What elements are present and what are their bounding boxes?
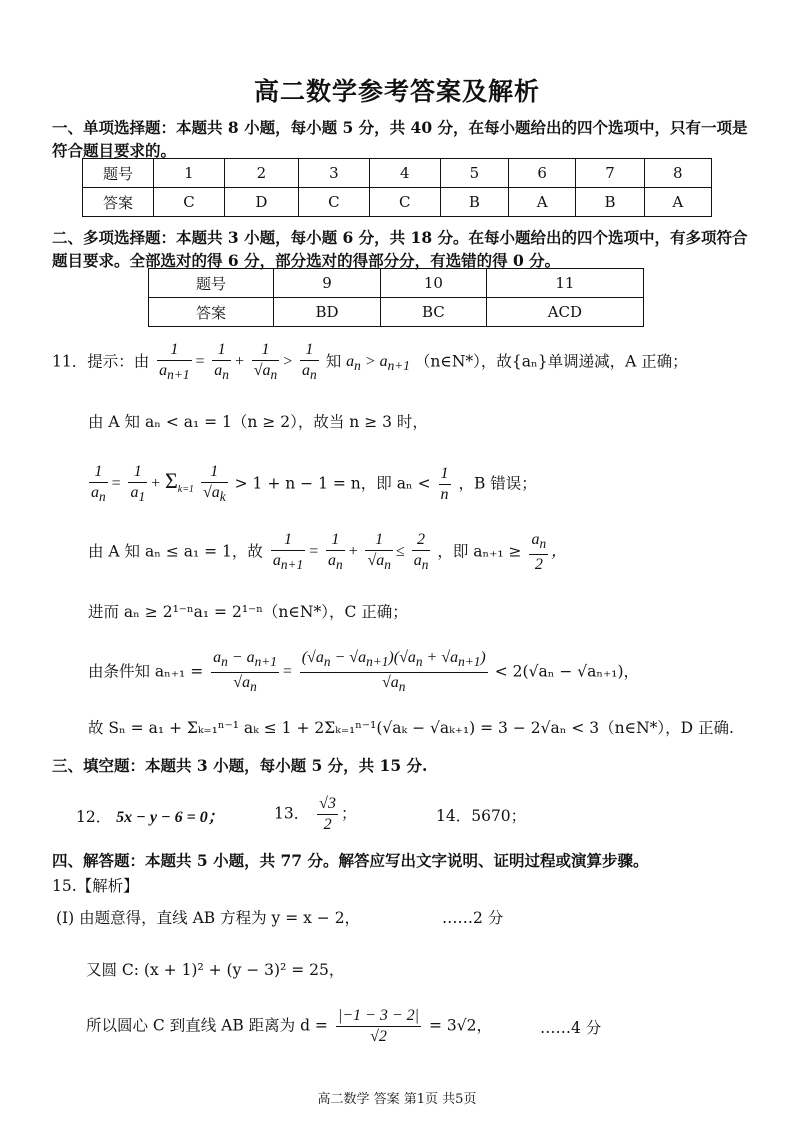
answer-cell: A [509, 188, 576, 217]
question-number: 10 [381, 269, 487, 298]
section2-header-line1: 二、多项选择题：本题共 3 小题，每小题 6 分，共 18 分。在每小题给出的四个选项中，有多项符合 [52, 228, 748, 247]
question-number: 4 [369, 159, 440, 188]
question-number: 3 [298, 159, 369, 188]
table-row [83, 188, 712, 217]
answer-12 [76, 804, 224, 827]
question-number: 7 [576, 159, 644, 188]
section4-header: 四、解答题：本题共 5 小题，共 77 分。解答应写出文字说明、证明过程或演算步骤。 [52, 851, 649, 870]
answer-cell: B [576, 188, 644, 217]
answer-cell: BC [381, 298, 487, 327]
question-number: 11 [486, 269, 643, 298]
q11-line3: $\frac{1}{a_n}$ = $\frac{1}{a_1}$ + $\Sigma_{k=1}$ $\frac{1}{√a_k}$ > 1 + n − 1 = n，即 aₙ < $\frac{1}{n}$ ，B 错误； [91, 463, 537, 505]
answer-13 [274, 794, 356, 835]
answer-13-label: 13． [274, 804, 310, 823]
score-marker: ……4 分 [540, 1019, 602, 1037]
q11-line6: 由条件知 aₙ₊₁ = $\frac{a_n - a_{n+1}}{√a_n}$ = $\frac{(√a_n - √a_{n+1})(√a_n + √a_{n+1})}{√a_n}$ < 2(√aₙ − √aₙ₊₁)， [88, 649, 640, 695]
answer-cell: D [224, 188, 298, 217]
page-footer: 高二数学 答案 第1页 共5页 [317, 1092, 477, 1107]
page-title: 高二数学参考答案及解析 [253, 77, 540, 106]
section3-header: 三、填空题：本题共 3 小题，每小题 5 分，共 15 分. [52, 756, 428, 775]
answer-cell: B [440, 188, 508, 217]
single-choice-table [82, 158, 712, 217]
q11-line7: 故 Sₙ = a₁ + Σₖ₌₁ⁿ⁻¹ aₖ ≤ 1 + 2Σₖ₌₁ⁿ⁻¹(√aₖ − √aₖ₊₁) = 3 − 2√aₙ < 3（n∈N*），D 正确. [88, 719, 734, 737]
answer-12-value: 5x − y − 6 = 0； [116, 809, 224, 826]
distance-numerator: |−1 − 3 − 2| [336, 1006, 421, 1027]
multi-choice-table [148, 268, 644, 327]
score-marker: ……2 分 [442, 909, 504, 927]
section1-header-line1: 一、单项选择题：本题共 8 小题，每小题 5 分，共 40 分，在每小题给出的四个选项中，只有一项是 [52, 118, 748, 137]
q11-line4: 由 A 知 aₙ ≤ a₁ = 1，故 $\frac{1}{a_{n+1}}$ = $\frac{1}{a_n}$ + $\frac{1}{√a_n}$ ≤ $\frac{2}{a_n}$ ，即 aₙ₊₁ ≥ $\frac{a_n}{2}$ ， [88, 531, 568, 574]
table-row [149, 298, 644, 327]
question-number: 5 [440, 159, 508, 188]
answer-cell: BD [274, 298, 381, 327]
question-number: 8 [644, 159, 711, 188]
table-row [149, 269, 644, 298]
distance-text: 所以圆心 C 到直线 AB 距离为 d = [86, 1016, 328, 1035]
answer-cell: ACD [486, 298, 643, 327]
row-label: 题号 [83, 159, 154, 188]
q11-prefix: 11．提示：由 [52, 352, 150, 371]
q11-line4-a: 由 A 知 aₙ ≤ a₁ = 1，故 [88, 542, 263, 561]
q11-line4-b: ，即 aₙ₊₁ ≥ [437, 542, 522, 561]
answer-cell: C [154, 188, 225, 217]
section2-header-line2: 题目要求。全部选对的得 6 分，部分选对的得部分分，有选错的得 0 分。 [52, 251, 561, 270]
q11-line1-tail: （n∈N*），故{aₙ}单调递减，A 正确； [414, 352, 688, 371]
answer-12-label: 12． [76, 808, 112, 826]
q11-line3-mid: > 1 + n − 1 = n，即 aₙ < [234, 474, 431, 493]
q11-line2: 由 A 知 aₙ < a₁ = 1（n ≥ 2），故当 n ≥ 3 时， [88, 413, 428, 431]
question-number: 1 [154, 159, 225, 188]
answer-13-tail: ； [340, 804, 357, 823]
q11-line1: 11．提示：由 $\frac{1}{a_{n+1}}$ = $\frac{1}{a_n}$ + $\frac{1}{√a_n}$ > $\frac{1}{a_n}$ 知 $a_n > a_{n+1}$ （n∈N*），故{aₙ}单调递减，A 正确； [52, 341, 688, 383]
q15-part1-line1: (I) 由题意得，直线 AB 方程为 y = x − 2， [56, 909, 361, 927]
q11-line6-a: 由条件知 aₙ₊₁ = [88, 662, 204, 681]
q11-line6-b: < 2(√aₙ − √aₙ₊₁)， [494, 662, 640, 681]
question-number: 9 [274, 269, 381, 298]
table-row [83, 159, 712, 188]
answer-14: 14．5670； [436, 807, 527, 825]
q15-part1-line2: 又圆 C: (x + 1)² + (y − 3)² = 25， [86, 961, 345, 979]
q11-line3-tail: ，B 错误； [458, 474, 537, 493]
distance-result: = 3√2， [428, 1016, 492, 1035]
answer-13-numerator: √3 [317, 794, 338, 815]
question-number: 2 [224, 159, 298, 188]
row-label: 答案 [149, 298, 274, 327]
answer-13-denominator: 2 [323, 816, 332, 833]
q15-part1-line3 [86, 1006, 492, 1047]
answer-cell: A [644, 188, 711, 217]
q15-title: 15.【解析】 [52, 877, 139, 895]
row-label: 题号 [149, 269, 274, 298]
section1-header-line2: 符合题目要求的。 [52, 141, 177, 160]
q11-line5: 进而 aₙ ≥ 2¹⁻ⁿa₁ = 2¹⁻ⁿ（n∈N*），C 正确； [88, 603, 408, 621]
answer-cell: C [369, 188, 440, 217]
q11-know: 知 [325, 352, 342, 371]
distance-denominator: √2 [370, 1028, 387, 1045]
question-number: 6 [509, 159, 576, 188]
answer-cell: C [298, 188, 369, 217]
row-label: 答案 [83, 188, 154, 217]
